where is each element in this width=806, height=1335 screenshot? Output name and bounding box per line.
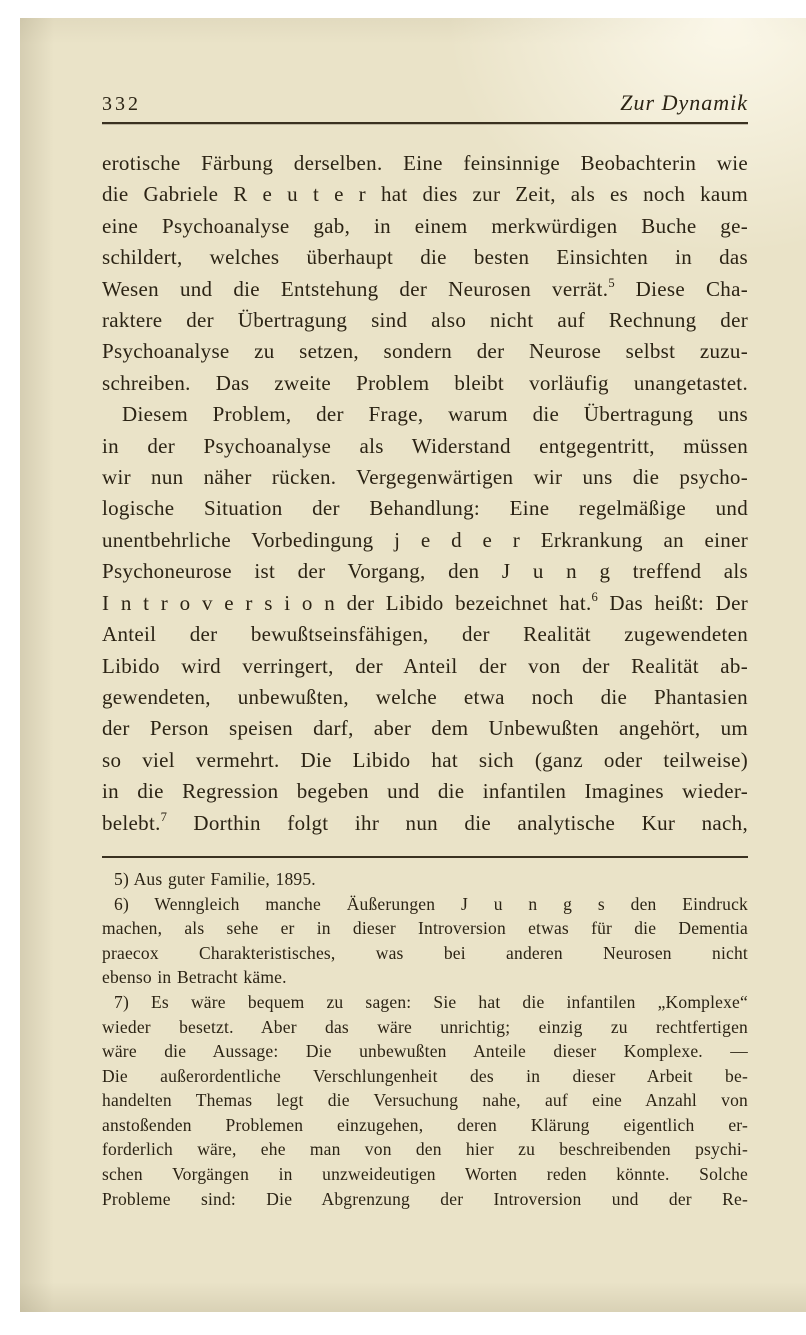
page-header [102, 90, 748, 118]
text-line: Wesen und die Entstehung der Neurosen verrät.$^5$ Diese Cha- [102, 275, 748, 301]
text-line: in der Psychoanalyse als Widerstand entgegentritt, müssen [102, 433, 748, 458]
text-line: Diesem Problem, der Frage, warum die Übertragung uns [122, 402, 748, 427]
text-line: wieder besetzt. Aber das wäre unrichtig; einzig zu rechtfertigen [102, 1016, 748, 1037]
text-line: I n t r o v e r s i o n der Libido bezeichnet hat.$^6$ Das heißt: Der [102, 589, 748, 615]
text-line: schreiben. Das zweite Problem bleibt vorläufig unangetastet. [102, 370, 748, 395]
footnotes [102, 867, 748, 1211]
text-line: Psychoneurose ist der Vorgang, den J u n g treffend als [102, 559, 748, 584]
footnote [102, 990, 748, 1211]
text-line: so viel vermehrt. Die Libido hat sich (ganz oder teilweise) [102, 747, 748, 772]
text-line: Anteil der bewußtseinsfähigen, der Realität zugewendeten [102, 622, 748, 647]
text-line: schen Vorgängen in unzweideutigen Worten reden könnte. Solche [102, 1164, 748, 1185]
text-line: wäre die Aussage: Die unbewußten Anteile dieser Komplexe. — [102, 1041, 748, 1062]
footnote-marker: 7 [160, 809, 167, 824]
text-line: unentbehrliche Vorbedingung j e d e r Erkrankung an einer [102, 527, 748, 552]
text-line: logische Situation der Behandlung: Eine regelmäßige und [102, 496, 748, 521]
text-line: eine Psychoanalyse gab, in einem merkwürdigen Buche ge- [102, 213, 748, 238]
footnote [102, 867, 748, 892]
footnote-marker: 6 [591, 589, 598, 604]
text-line: praecox Charakteristisches, was bei anderen Neurosen nicht [102, 942, 748, 963]
header-rule [102, 122, 748, 124]
text-line: Libido wird verringert, der Anteil der von der Realität ab- [102, 653, 748, 678]
footnote-separator-rule [102, 856, 748, 858]
text-line: 6) Wenngleich manche Äußerungen J u n g s den Eindruck [114, 893, 748, 914]
text-line: gewendeten, unbewußten, welche etwa noch die Phantasien [102, 684, 748, 709]
text-line: belebt.$^7$ Dorthin folgt ihr nun die analytische Kur nach, [102, 809, 748, 835]
text-line: die Gabriele R e u t e r hat dies zur Zeit, als es noch kaum [102, 182, 748, 207]
body-paragraph [102, 399, 748, 839]
text-line: Die außerordentliche Verschlungenheit des in dieser Arbeit be- [102, 1065, 748, 1086]
running-title: Zur Dynamik [620, 90, 748, 115]
text-line: Probleme sind: Die Abgrenzung der Introversion und der Re- [102, 1188, 748, 1209]
footnote-marker: 5 [608, 275, 615, 290]
text-line: erotische Färbung derselben. Eine feinsinnige Beobachterin wie [102, 151, 748, 175]
scanned-book-page [20, 18, 806, 1312]
text-line: 7) Es wäre bequem zu sagen: Sie hat die infantilen „Komplexe“ [114, 991, 748, 1012]
text-line: anstoßenden Problemen einzugehen, deren Klärung eigentlich er- [102, 1114, 748, 1135]
text-line: handelten Themas legt die Versuchung nahe, auf eine Anzahl von [102, 1090, 748, 1111]
body-text [102, 148, 748, 839]
text-line: forderlich wäre, ehe man von den hier zu beschreibenden psychi- [102, 1139, 748, 1160]
text-line: ebenso in Betracht käme. [102, 967, 287, 988]
text-line: machen, als sehe er in dieser Introversion etwas für die Dementia [102, 918, 748, 939]
page-number: 332 [102, 93, 141, 115]
text-line: schildert, welches überhaupt die besten Einsichten in das [102, 245, 748, 270]
page-content [102, 18, 748, 1211]
text-line: wir nun näher rücken. Vergegenwärtigen wir uns die psycho- [102, 465, 748, 490]
body-paragraph [102, 148, 748, 399]
footnote [102, 892, 748, 990]
text-line: in die Regression begeben und die infantilen Imagines wieder- [102, 779, 748, 804]
text-line: der Person speisen darf, aber dem Unbewußten angehört, um [102, 716, 748, 741]
text-line: 5) Aus guter Familie, 1895. [114, 868, 316, 889]
text-line: raktere der Übertragung sind also nicht auf Rechnung der [102, 308, 748, 333]
text-line: Psychoanalyse zu setzen, sondern der Neurose selbst zuzu- [102, 339, 748, 364]
